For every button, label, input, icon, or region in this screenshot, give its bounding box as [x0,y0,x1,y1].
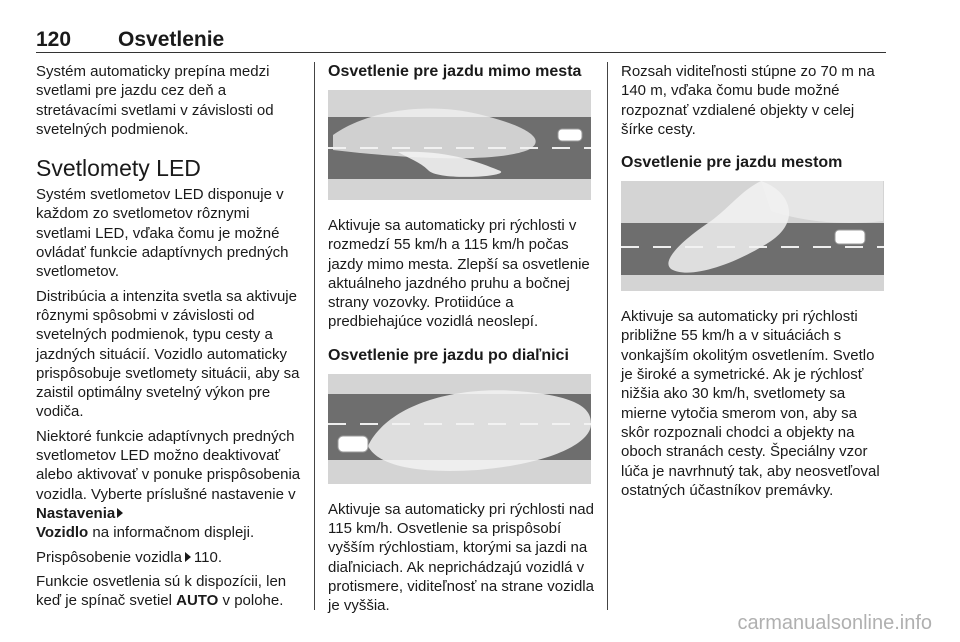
reference-paragraph [36,548,302,567]
menu-arrow-icon [117,508,123,518]
column-3 [621,62,889,505]
country-paragraph: Aktivuje sa automaticky pri rýchlosti v rozmedzí 55 km/h a 115 km/h počas jazdy mimo mesta. Zlepší sa osvetlenie aktuálneho jazdného pruhu a bočnej strany vozovky. Protiidúce a predbiehajúce vozidlá neoslepí. [328,217,590,331]
section-heading-led: Svetlomety LED [36,155,201,182]
reference-page: 110. [193,548,223,566]
page-title: Osvetlenie [118,28,225,51]
distribution-paragraph: Distribúcia a intenzita svetla sa aktivuje rôznymi spôsobmi v závislosti od svetelných podmienok, typu cesty a jazdných situácií. Vozidlo automaticky prispôsobuje svetlomety situácii, aby sa zaistil optimálny svetelný výkon pre vodiča. [36,287,300,421]
intro-paragraph: Systém automaticky prepína medzi svetlami pre jazdu cez deň a stretávacími svetlami v závislosti od svetelných podmienok. [36,63,274,138]
led-paragraph: Systém svetlometov LED disponuje v každom zo svetlometov rôznymi svetlami LED, vďaka čomu je možné ovládať funkcie adaptívnych predných svetlometov. [36,186,289,281]
town-light-illustration [621,181,884,291]
country-light-illustration [328,90,591,200]
section-heading-motorway: Osvetlenie pre jazdu po diaľnici [328,346,569,364]
column-divider [607,62,608,610]
settings-text: Niektoré funkcie adaptívnych predných svetlometov LED možno deaktivovať alebo aktivovať v ponuke prispôsobenia vozidla. Vyberte príslušné nastavenie v [36,427,301,503]
auto-label: AUTO [176,592,219,610]
auto-text-end: v polohe. [218,592,284,610]
section-heading-town: Osvetlenie pre jazdu mestom [621,154,843,172]
watermark: carmanualsonline.info [737,612,932,634]
range-paragraph: Rozsah viditeľnosti stúpne zo 70 m na 140 m, vďaka čomu bude možné rozpoznať vzdialené objekty v celej šírke cesty. [621,63,875,138]
motorway-light-illustration [328,374,591,484]
motorway-paragraph: Aktivuje sa automaticky pri rýchlosti nad 115 km/h. Osvetlenie sa prispôsobí vyšším rýchlostiam, ktorými sa jazdi na diaľniciach. Ak neprichádzajú vozidlá v protismere, viditeľnosť na strane vozidla je vyššia. [328,500,594,615]
column-divider [314,62,315,610]
menu-path-vehicle: Vozidlo [36,524,89,542]
section-heading-country: Osvetlenie pre jazdu mimo mesta [328,63,582,80]
reference-text: Prispôsobenie vozidla [36,548,182,566]
auto-paragraph [36,572,302,611]
column-1 [36,62,302,615]
page-number: 120 [36,28,72,51]
settings-paragraph [36,427,302,543]
auto-text: Funkcie osvetlenia sú k dispozícii, len keď je spínač svetiel [36,572,287,610]
menu-path-settings: Nastavenia [36,504,116,522]
town-paragraph: Aktivuje sa automaticky pri rýchlosti približne 55 km/h a v situáciách s vonkajším okolitým osvetlením. Svetlo je široké a symetrické. Ak je rýchlosť nižšia ako 30 km/h, svetlomety sa mierne vytočia smerom von, aby sa skôr rozpoznali chodci a objekty na oboch stranách cesty. Špeciálny vzor lúča je navrhnutý tak, aby neosvetľoval ostatných účastníkov premávky. [621,308,880,499]
settings-text-end: na informačnom displeji. [88,524,255,542]
page-header [36,28,886,53]
page-reference-icon [185,552,191,562]
column-2 [328,62,596,621]
